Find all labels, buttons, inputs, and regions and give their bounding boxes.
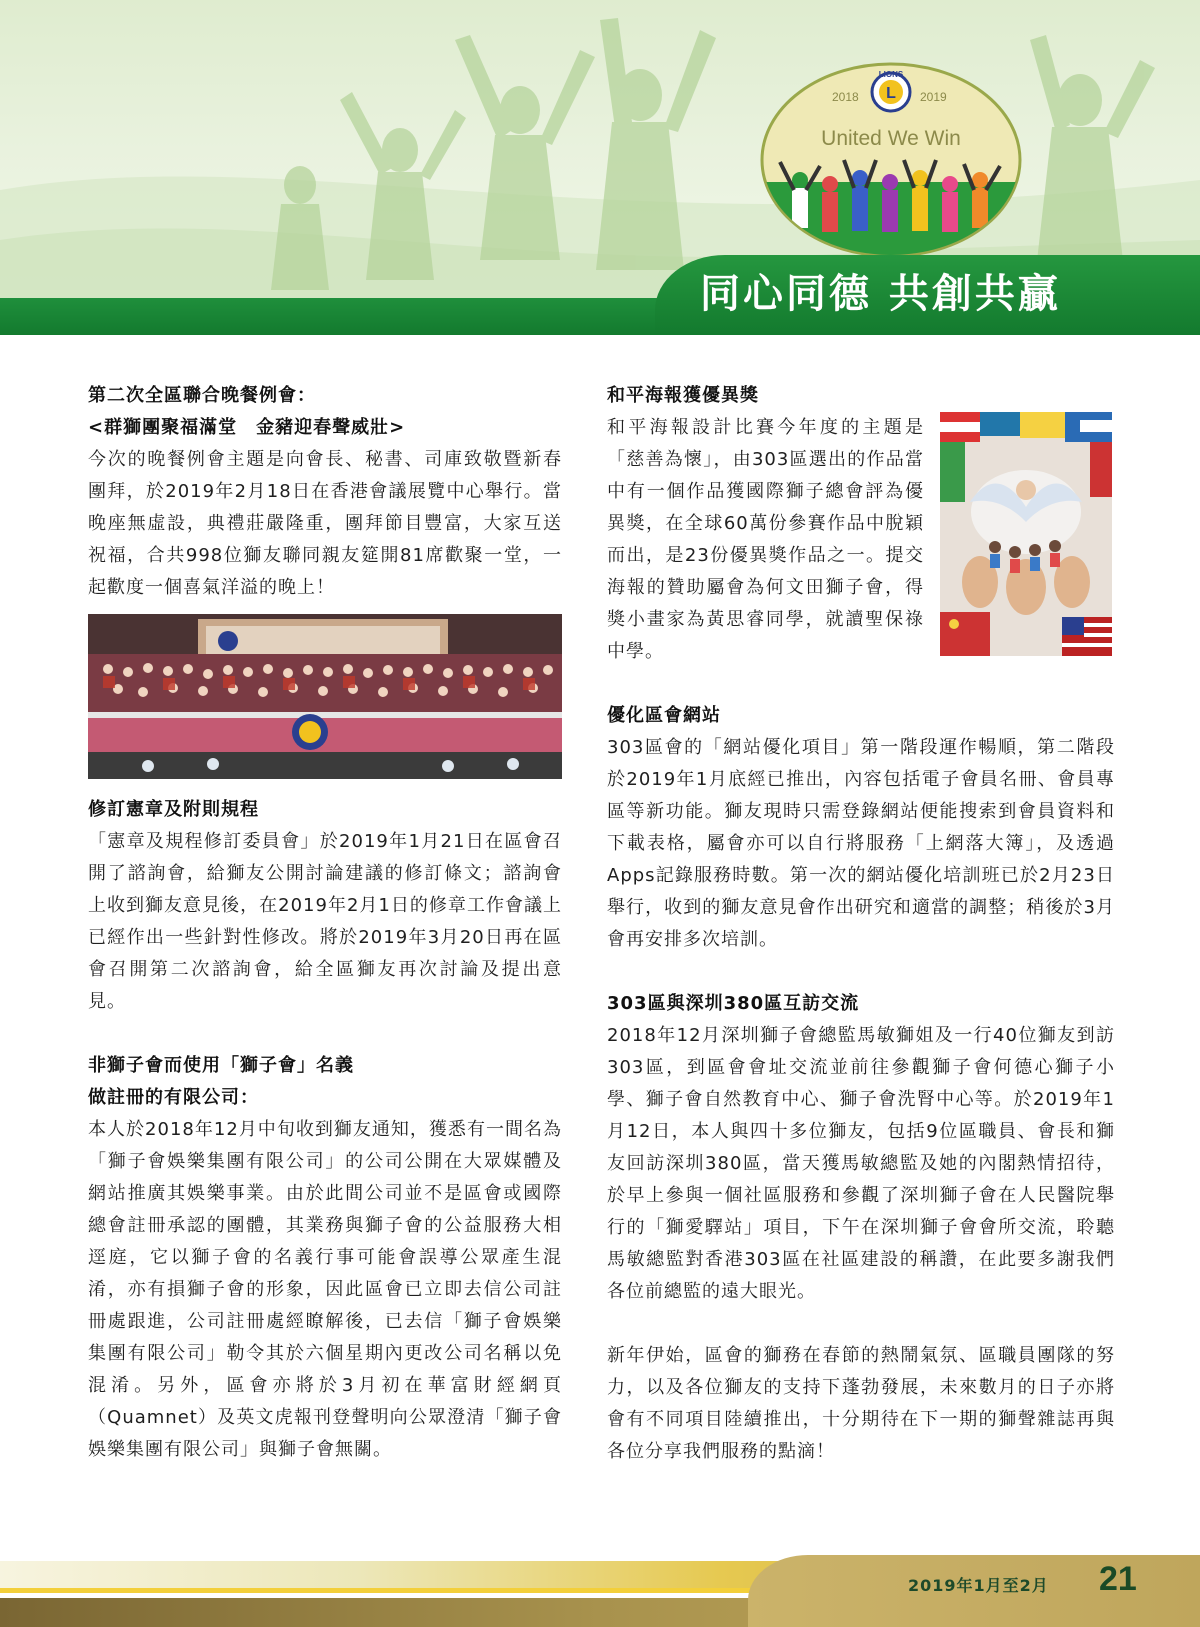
peace-poster-graphic bbox=[940, 412, 1112, 656]
website-section-body: 303區會的「網站優化項目」第一階段運作暢順，第二階段於2019年1月底經已推出，內容包括電子會員名冊、會員專區等新功能。獅友現時只需登錄網站便能搜索到會員資料和下載表格，屬會亦可以自行將服務「上網落大簿」，及透過Apps記錄服務時數。第一次的網站優化培訓班已於2月23日舉行，收到的獅友意見會作出研究和適當的調整；稍後於3月會再安排多次培訓。 bbox=[607, 737, 1115, 950]
left-column bbox=[88, 380, 562, 1466]
logo-graphic bbox=[760, 62, 1022, 258]
company-name-section-body: 本人於2018年12月中旬收到獅友通知，獲悉有一間名為「獅子會娛樂集團有限公司」的公司公開在大眾媒體及網站推廣其娛樂事業。由於此間公司並不是區會或國際總會註冊承認的團體，其業務與獅子會的公益服務大相逕庭，它以獅子會的名義行事可能會誤導公眾產生混淆，亦有損獅子會的形象，因此區會已立即去信公司註冊處跟進，公司註冊處經瞭解後，已去信「獅子會娛樂集團有限公司」勒令其於六個星期內更改公司名稱以免混淆。另外，區會亦將於3月初在華富財經網頁（Quamnet）及英文虎報刊登聲明向公眾澄清「獅子會娛樂集團有限公司」與獅子會無關。 bbox=[88, 1119, 562, 1460]
company-name-section-title: 非獅子會而使用「獅子會」名義 bbox=[88, 1055, 354, 1076]
svg-text:L: L bbox=[886, 85, 896, 102]
right-column bbox=[607, 380, 1115, 1468]
logo-year-right: 2019 bbox=[920, 90, 947, 104]
page-header bbox=[0, 0, 1200, 335]
shenzhen-exchange-section-body: 2018年12月深圳獅子會總監馬敏獅姐及一行40位獅友到訪 303區，到區會會址交流並前往參觀獅子會何德心獅子小學、獅子會自然教育中心、獅子會洗腎中心等。於2019年1月12日，本人與四十多位獅友，包括9位區職員、會長和獅友回訪深圳380區，當天獲馬敏總監及她的內閣熱情招待，於早上參與一個社區服務和參觀了深圳獅子會在人民醫院舉行的「獅愛驛站」項目，下午在深圳獅子會會所交流，聆聽馬敏總監對香港303區在社區建設的稱讚，在此要多謝我們各位前總監的遠大眼光。 bbox=[607, 1025, 1115, 1302]
dinner-group-photo bbox=[88, 614, 562, 779]
lions-2018-2019-logo bbox=[760, 62, 1022, 258]
section-spacer bbox=[607, 956, 1115, 988]
issue-date: 2019年1月至2月 bbox=[908, 1576, 1049, 1595]
peace-poster-image bbox=[940, 412, 1115, 664]
peace-poster-section-body: 和平海報設計比賽今年度的主題是「慈善為懷」，由303區選出的作品當中有一個作品獲國際獅子總會評為優異獎，在全球60萬份參賽作品中脫穎而出，是23份優異獎作品之一。提交海報的贊助屬會為何文田獅子會，得獎小畫家為黃思睿同學，就讀聖保祿中學。 bbox=[607, 417, 924, 662]
website-section-title: 優化區會網站 bbox=[607, 705, 721, 726]
shenzhen-exchange-section-title: 303區與深圳380區互訪交流 bbox=[607, 993, 860, 1014]
logo-slogan: United We Win bbox=[821, 127, 961, 150]
dinner-photo-graphic bbox=[88, 614, 562, 779]
section-spacer bbox=[607, 668, 1115, 700]
peace-poster-section-title: 和平海報獲優異獎 bbox=[607, 385, 759, 406]
logo-year-left: 2018 bbox=[832, 90, 859, 104]
constitution-section-body: 「憲章及規程修訂委員會」於2019年1月21日在區會召開了諮詢會，給獅友公開討論建議的修訂條文；諮詢會上收到獅友意見後，在2019年2月1日的修章工作會議上已經作出一些針對性修改。將於2019年3月20日再在區會召開第二次諮詢會，給全區獅友再次討論及提出意見。 bbox=[88, 831, 562, 1012]
dinner-section-body: 今次的晚餐例會主題是向會長、秘書、司庫致敬暨新春團拜，於2019年2月18日在香港會議展覽中心舉行。當晚座無虛設，典禮莊嚴隆重，團拜節目豐富，大家互送祝福，合共998位獅友聯同親友筵開81席歡聚一堂，一起歡度一個喜氣洋溢的晚上！ bbox=[88, 449, 562, 598]
dinner-section-subtitle: <群獅團聚福滿堂 金豬迎春聲威壯> bbox=[88, 417, 406, 438]
page-title: 同心同德 共創共贏 bbox=[700, 270, 1061, 317]
section-spacer bbox=[88, 1018, 562, 1050]
logo-badge-label: LIONS bbox=[878, 70, 904, 79]
section-spacer bbox=[607, 1308, 1115, 1340]
constitution-section-title: 修訂憲章及附則規程 bbox=[88, 799, 259, 820]
closing-paragraph: 新年伊始，區會的獅務在春節的熱鬧氣氛、區職員團隊的努力，以及各位獅友的支持下蓬勃發展，未來數月的日子亦將會有不同項目陸續推出，十分期待在下一期的獅聲雜誌再與各位分享我們服務的點滴！ bbox=[607, 1345, 1115, 1462]
page-number: 21 bbox=[1099, 1560, 1137, 1598]
dinner-section-title: 第二次全區聯合晚餐例會： bbox=[88, 385, 316, 406]
company-name-section-subtitle: 做註冊的有限公司： bbox=[88, 1087, 259, 1108]
